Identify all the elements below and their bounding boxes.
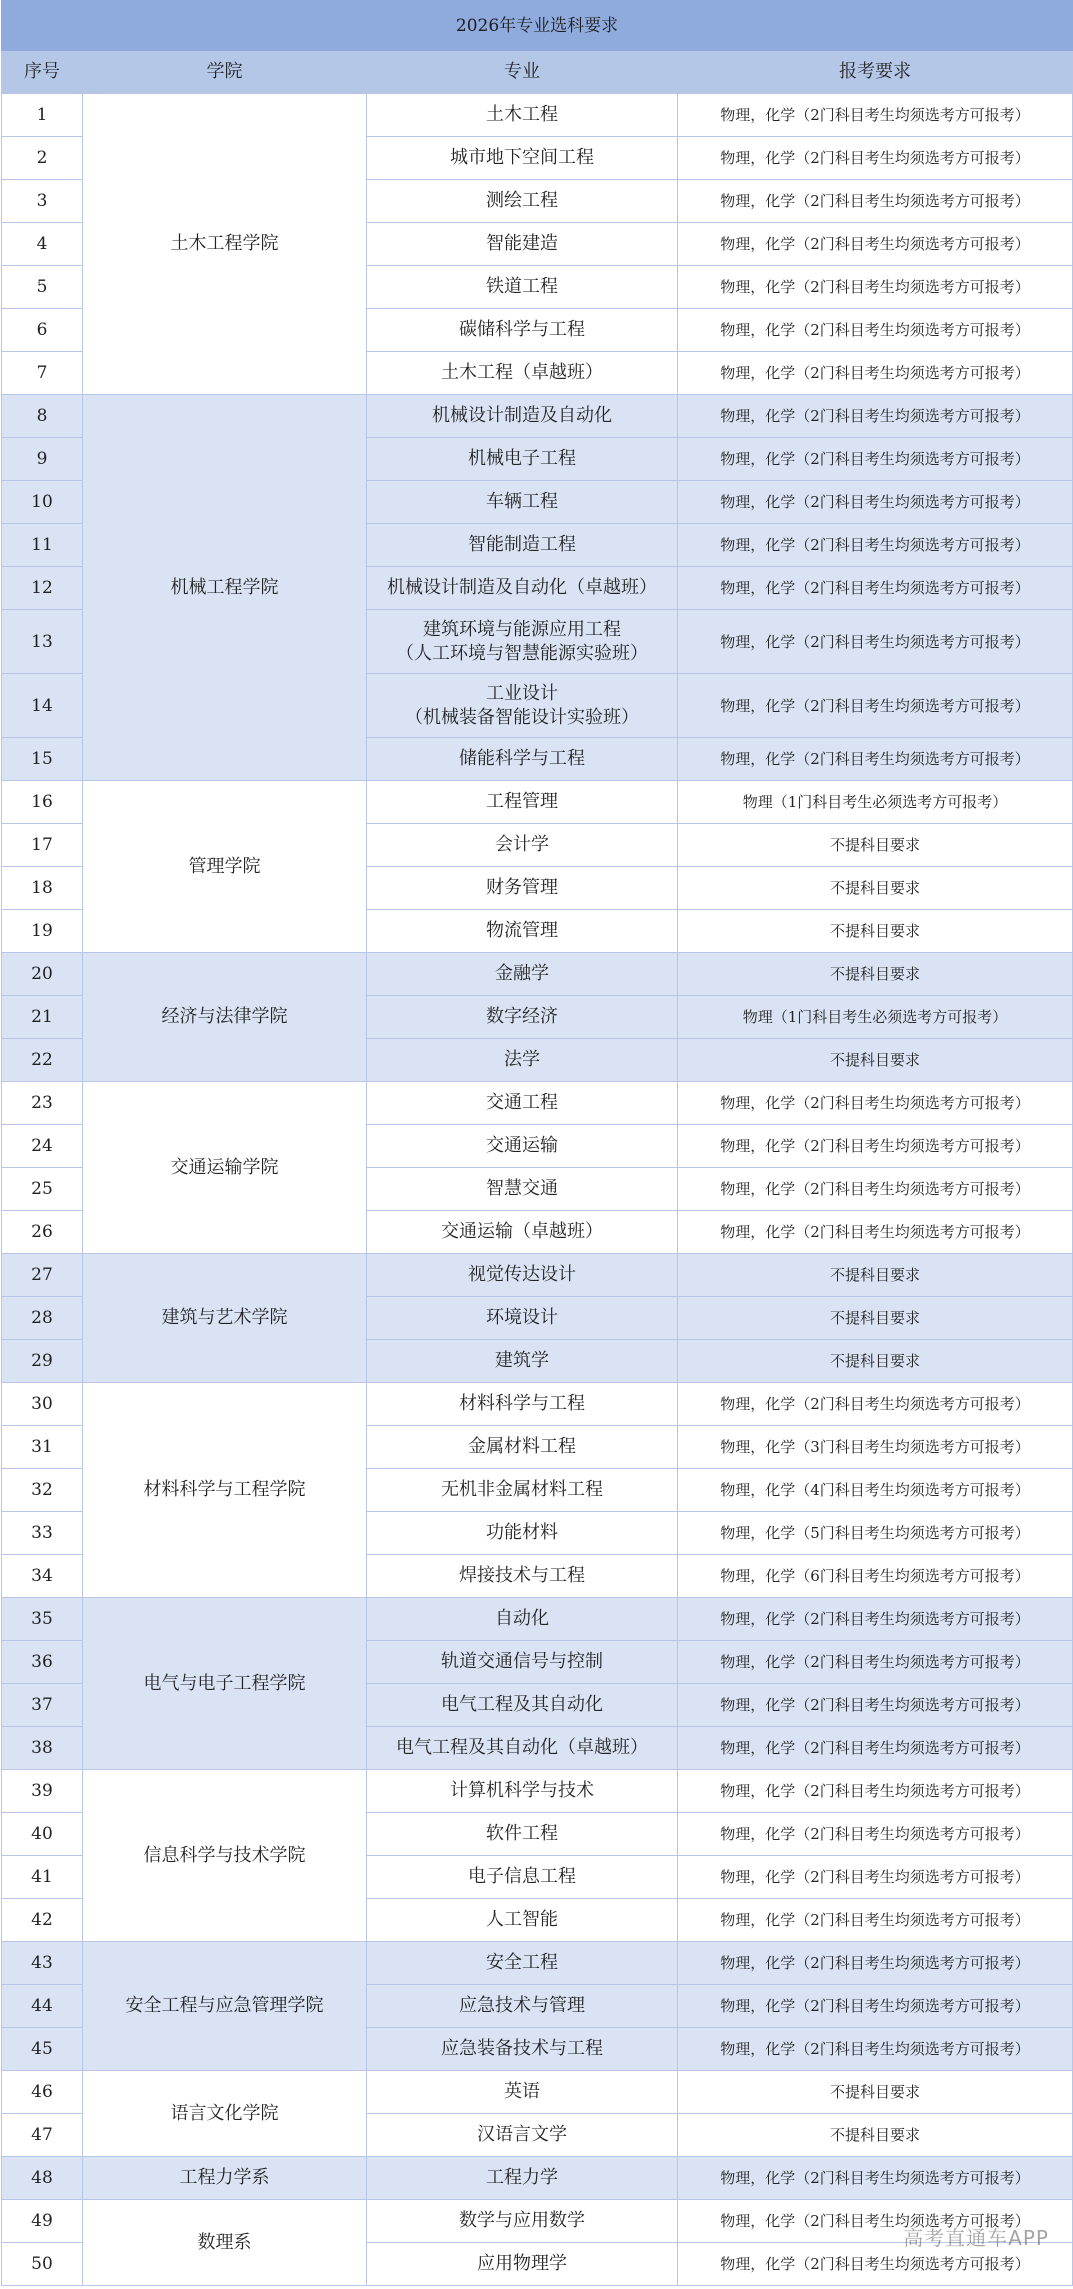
requirement-cell: 不提科目要求 bbox=[678, 1297, 1073, 1340]
major-name: 数字经济 bbox=[486, 1006, 558, 1027]
major-name: 机械设计制造及自动化 bbox=[432, 405, 612, 426]
requirement-cell: 物理，化学（2门科目考生均须选考方可报考） bbox=[678, 2028, 1073, 2071]
major-cell bbox=[367, 1039, 678, 1082]
major-cell bbox=[367, 1168, 678, 1211]
requirement-cell: 物理，化学（2门科目考生均须选考方可报考） bbox=[678, 674, 1073, 738]
college-cell: 经济与法律学院 bbox=[83, 953, 367, 1082]
college-cell: 材料科学与工程学院 bbox=[83, 1383, 367, 1598]
row-seq: 44 bbox=[2, 1985, 83, 2028]
table-row bbox=[2, 2071, 1073, 2114]
college-cell: 电气与电子工程学院 bbox=[83, 1598, 367, 1770]
major-subtitle: （人工环境与智慧能源实验班） bbox=[396, 642, 648, 664]
requirements-table bbox=[1, 0, 1073, 2286]
major-name: 视觉传达设计 bbox=[468, 1264, 576, 1285]
row-seq: 41 bbox=[2, 1856, 83, 1899]
requirement-cell: 物理，化学（2门科目考生均须选考方可报考） bbox=[678, 2200, 1073, 2243]
requirement-cell: 物理，化学（2门科目考生均须选考方可报考） bbox=[678, 1641, 1073, 1684]
major-name: 计算机科学与技术 bbox=[450, 1780, 594, 1801]
row-seq: 4 bbox=[2, 223, 83, 266]
requirement-cell: 物理，化学（2门科目考生均须选考方可报考） bbox=[678, 1770, 1073, 1813]
row-seq: 46 bbox=[2, 2071, 83, 2114]
row-seq: 20 bbox=[2, 953, 83, 996]
major-cell bbox=[367, 2071, 678, 2114]
major-cell bbox=[367, 1383, 678, 1426]
table-body bbox=[2, 1, 1073, 2286]
major-name: 智能制造工程 bbox=[468, 534, 576, 555]
major-cell bbox=[367, 1684, 678, 1727]
major-cell bbox=[367, 2028, 678, 2071]
requirement-cell: 物理，化学（5门科目考生均须选考方可报考） bbox=[678, 1512, 1073, 1555]
table-title: 2026年专业选科要求 bbox=[2, 1, 1073, 51]
row-seq: 49 bbox=[2, 2200, 83, 2243]
row-seq: 32 bbox=[2, 1469, 83, 1512]
major-name: 金融学 bbox=[495, 963, 549, 984]
major-name: 土木工程（卓越班） bbox=[441, 362, 603, 383]
major-name: 交通工程 bbox=[486, 1092, 558, 1113]
major-cell bbox=[367, 94, 678, 137]
requirement-cell: 物理（1门科目考生必须选考方可报考） bbox=[678, 996, 1073, 1039]
major-name: 建筑学 bbox=[495, 1350, 549, 1371]
major-cell bbox=[367, 266, 678, 309]
major-cell bbox=[367, 352, 678, 395]
requirement-cell: 物理，化学（2门科目考生均须选考方可报考） bbox=[678, 438, 1073, 481]
major-cell bbox=[367, 395, 678, 438]
major-name: 软件工程 bbox=[486, 1823, 558, 1844]
row-seq: 14 bbox=[2, 674, 83, 738]
requirement-cell: 物理，化学（2门科目考生均须选考方可报考） bbox=[678, 2157, 1073, 2200]
row-seq: 30 bbox=[2, 1383, 83, 1426]
requirement-cell: 物理，化学（2门科目考生均须选考方可报考） bbox=[678, 567, 1073, 610]
requirement-cell: 物理，化学（2门科目考生均须选考方可报考） bbox=[678, 1942, 1073, 1985]
requirement-cell: 不提科目要求 bbox=[678, 2071, 1073, 2114]
major-name: 自动化 bbox=[495, 1608, 549, 1629]
row-seq: 31 bbox=[2, 1426, 83, 1469]
requirement-cell: 物理，化学（2门科目考生均须选考方可报考） bbox=[678, 1727, 1073, 1770]
major-cell bbox=[367, 1641, 678, 1684]
major-name: 工程力学 bbox=[486, 2167, 558, 2188]
major-name: 智能建造 bbox=[486, 233, 558, 254]
row-seq: 17 bbox=[2, 824, 83, 867]
major-cell bbox=[367, 610, 678, 674]
major-name: 储能科学与工程 bbox=[459, 748, 585, 769]
requirement-cell: 物理，化学（2门科目考生均须选考方可报考） bbox=[678, 1684, 1073, 1727]
row-seq: 9 bbox=[2, 438, 83, 481]
major-name: 环境设计 bbox=[486, 1307, 558, 1328]
requirement-cell: 不提科目要求 bbox=[678, 867, 1073, 910]
major-cell bbox=[367, 674, 678, 738]
table-row bbox=[2, 94, 1073, 137]
major-name: 人工智能 bbox=[486, 1909, 558, 1930]
requirement-cell: 不提科目要求 bbox=[678, 1340, 1073, 1383]
row-seq: 12 bbox=[2, 567, 83, 610]
major-name: 电气工程及其自动化（卓越班） bbox=[396, 1737, 648, 1758]
row-seq: 5 bbox=[2, 266, 83, 309]
row-seq: 50 bbox=[2, 2243, 83, 2286]
requirement-cell: 物理，化学（2门科目考生均须选考方可报考） bbox=[678, 1125, 1073, 1168]
requirement-cell: 物理，化学（2门科目考生均须选考方可报考） bbox=[678, 1598, 1073, 1641]
row-seq: 18 bbox=[2, 867, 83, 910]
major-cell bbox=[367, 953, 678, 996]
requirement-cell: 物理，化学（2门科目考生均须选考方可报考） bbox=[678, 1383, 1073, 1426]
row-seq: 6 bbox=[2, 309, 83, 352]
major-name: 机械电子工程 bbox=[468, 448, 576, 469]
major-cell bbox=[367, 223, 678, 266]
requirement-cell: 不提科目要求 bbox=[678, 1254, 1073, 1297]
table-row bbox=[2, 1770, 1073, 1813]
header-major: 专业 bbox=[367, 51, 678, 94]
requirement-cell: 物理，化学（2门科目考生均须选考方可报考） bbox=[678, 266, 1073, 309]
row-seq: 8 bbox=[2, 395, 83, 438]
requirement-cell: 物理（1门科目考生必须选考方可报考） bbox=[678, 781, 1073, 824]
major-name: 英语 bbox=[504, 2081, 540, 2102]
major-cell bbox=[367, 781, 678, 824]
header-requirement: 报考要求 bbox=[678, 51, 1073, 94]
major-name: 材料科学与工程 bbox=[459, 1393, 585, 1414]
major-cell bbox=[367, 1426, 678, 1469]
major-name: 汉语言文学 bbox=[477, 2124, 567, 2145]
requirement-cell: 不提科目要求 bbox=[678, 824, 1073, 867]
row-seq: 45 bbox=[2, 2028, 83, 2071]
requirement-cell: 物理，化学（2门科目考生均须选考方可报考） bbox=[678, 352, 1073, 395]
requirement-cell: 不提科目要求 bbox=[678, 953, 1073, 996]
major-cell bbox=[367, 481, 678, 524]
row-seq: 2 bbox=[2, 137, 83, 180]
major-cell bbox=[367, 180, 678, 223]
header-row bbox=[2, 51, 1073, 94]
row-seq: 11 bbox=[2, 524, 83, 567]
major-name: 数学与应用数学 bbox=[459, 2210, 585, 2231]
major-name: 法学 bbox=[504, 1049, 540, 1070]
college-cell: 机械工程学院 bbox=[83, 395, 367, 781]
major-name: 金属材料工程 bbox=[468, 1436, 576, 1457]
row-seq: 21 bbox=[2, 996, 83, 1039]
table-row bbox=[2, 2200, 1073, 2243]
major-name: 城市地下空间工程 bbox=[450, 147, 594, 168]
watermark: 高考直通车APP bbox=[903, 2226, 1049, 2250]
major-name: 财务管理 bbox=[486, 877, 558, 898]
major-cell bbox=[367, 738, 678, 781]
requirement-cell: 物理，化学（2门科目考生均须选考方可报考） bbox=[678, 1985, 1073, 2028]
requirement-cell: 物理，化学（2门科目考生均须选考方可报考） bbox=[678, 1899, 1073, 1942]
major-subtitle: （机械装备智能设计实验班） bbox=[405, 706, 639, 728]
college-cell: 信息科学与技术学院 bbox=[83, 1770, 367, 1942]
major-cell bbox=[367, 1942, 678, 1985]
major-cell bbox=[367, 1125, 678, 1168]
row-seq: 23 bbox=[2, 1082, 83, 1125]
major-name: 应急装备技术与工程 bbox=[441, 2038, 603, 2059]
major-name: 交通运输（卓越班） bbox=[441, 1221, 603, 1242]
row-seq: 19 bbox=[2, 910, 83, 953]
major-cell bbox=[367, 1727, 678, 1770]
major-cell bbox=[367, 2200, 678, 2243]
header-seq: 序号 bbox=[2, 51, 83, 94]
college-cell: 安全工程与应急管理学院 bbox=[83, 1942, 367, 2071]
major-cell bbox=[367, 1082, 678, 1125]
row-seq: 40 bbox=[2, 1813, 83, 1856]
major-cell bbox=[367, 438, 678, 481]
row-seq: 29 bbox=[2, 1340, 83, 1383]
major-cell bbox=[367, 1899, 678, 1942]
major-cell bbox=[367, 1856, 678, 1899]
row-seq: 26 bbox=[2, 1211, 83, 1254]
major-cell bbox=[367, 1469, 678, 1512]
table-row bbox=[2, 953, 1073, 996]
major-cell bbox=[367, 1985, 678, 2028]
table-row bbox=[2, 1254, 1073, 1297]
row-seq: 7 bbox=[2, 352, 83, 395]
row-seq: 22 bbox=[2, 1039, 83, 1082]
row-seq: 43 bbox=[2, 1942, 83, 1985]
requirement-cell: 不提科目要求 bbox=[678, 2114, 1073, 2157]
major-cell bbox=[367, 2157, 678, 2200]
major-name: 工业设计 bbox=[486, 682, 558, 704]
requirement-cell: 物理，化学（2门科目考生均须选考方可报考） bbox=[678, 738, 1073, 781]
row-seq: 47 bbox=[2, 2114, 83, 2157]
college-cell: 语言文化学院 bbox=[83, 2071, 367, 2157]
requirement-cell: 物理，化学（2门科目考生均须选考方可报考） bbox=[678, 1211, 1073, 1254]
requirement-cell: 物理，化学（2门科目考生均须选考方可报考） bbox=[678, 180, 1073, 223]
major-name: 无机非金属材料工程 bbox=[441, 1479, 603, 1500]
row-seq: 1 bbox=[2, 94, 83, 137]
major-cell bbox=[367, 137, 678, 180]
row-seq: 33 bbox=[2, 1512, 83, 1555]
row-seq: 36 bbox=[2, 1641, 83, 1684]
major-name: 测绘工程 bbox=[486, 190, 558, 211]
row-seq: 38 bbox=[2, 1727, 83, 1770]
requirement-cell: 物理，化学（2门科目考生均须选考方可报考） bbox=[678, 610, 1073, 674]
college-cell: 交通运输学院 bbox=[83, 1082, 367, 1254]
requirement-cell: 物理，化学（2门科目考生均须选考方可报考） bbox=[678, 1082, 1073, 1125]
row-seq: 27 bbox=[2, 1254, 83, 1297]
requirement-cell: 物理，化学（2门科目考生均须选考方可报考） bbox=[678, 395, 1073, 438]
major-cell bbox=[367, 910, 678, 953]
major-name: 电气工程及其自动化 bbox=[441, 1694, 603, 1715]
requirement-cell: 物理，化学（2门科目考生均须选考方可报考） bbox=[678, 481, 1073, 524]
major-cell bbox=[367, 1770, 678, 1813]
requirement-cell: 物理，化学（2门科目考生均须选考方可报考） bbox=[678, 2243, 1073, 2286]
college-cell: 管理学院 bbox=[83, 781, 367, 953]
major-cell bbox=[367, 1555, 678, 1598]
row-seq: 3 bbox=[2, 180, 83, 223]
major-name: 功能材料 bbox=[486, 1522, 558, 1543]
major-name: 交通运输 bbox=[486, 1135, 558, 1156]
major-cell bbox=[367, 2114, 678, 2157]
major-name: 应急技术与管理 bbox=[459, 1995, 585, 2016]
major-name: 工程管理 bbox=[486, 791, 558, 812]
requirement-cell: 物理，化学（4门科目考生均须选考方可报考） bbox=[678, 1469, 1073, 1512]
major-name: 智慧交通 bbox=[486, 1178, 558, 1199]
major-cell bbox=[367, 1297, 678, 1340]
requirement-cell: 物理，化学（2门科目考生均须选考方可报考） bbox=[678, 94, 1073, 137]
major-name: 车辆工程 bbox=[486, 491, 558, 512]
major-name: 应用物理学 bbox=[477, 2253, 567, 2274]
major-cell bbox=[367, 1340, 678, 1383]
row-seq: 42 bbox=[2, 1899, 83, 1942]
major-cell bbox=[367, 1211, 678, 1254]
requirement-cell: 不提科目要求 bbox=[678, 1039, 1073, 1082]
college-cell: 建筑与艺术学院 bbox=[83, 1254, 367, 1383]
major-cell bbox=[367, 309, 678, 352]
requirement-cell: 物理，化学（2门科目考生均须选考方可报考） bbox=[678, 223, 1073, 266]
major-name: 铁道工程 bbox=[486, 276, 558, 297]
requirement-cell: 物理，化学（2门科目考生均须选考方可报考） bbox=[678, 1168, 1073, 1211]
row-seq: 48 bbox=[2, 2157, 83, 2200]
major-name: 会计学 bbox=[495, 834, 549, 855]
row-seq: 37 bbox=[2, 1684, 83, 1727]
major-cell bbox=[367, 867, 678, 910]
title-row bbox=[2, 1, 1073, 51]
table-row bbox=[2, 2157, 1073, 2200]
row-seq: 39 bbox=[2, 1770, 83, 1813]
table-row bbox=[2, 395, 1073, 438]
major-name: 物流管理 bbox=[486, 920, 558, 941]
row-seq: 15 bbox=[2, 738, 83, 781]
major-cell bbox=[367, 996, 678, 1039]
major-name: 电子信息工程 bbox=[468, 1866, 576, 1887]
table-row bbox=[2, 1942, 1073, 1985]
row-seq: 35 bbox=[2, 1598, 83, 1641]
major-name: 碳储科学与工程 bbox=[459, 319, 585, 340]
major-name: 建筑环境与能源应用工程 bbox=[423, 618, 621, 640]
major-name: 机械设计制造及自动化（卓越班） bbox=[387, 577, 657, 598]
requirement-cell: 物理，化学（2门科目考生均须选考方可报考） bbox=[678, 1856, 1073, 1899]
major-cell bbox=[367, 824, 678, 867]
requirement-cell: 物理，化学（2门科目考生均须选考方可报考） bbox=[678, 137, 1073, 180]
college-cell: 工程力学系 bbox=[83, 2157, 367, 2200]
major-cell bbox=[367, 1598, 678, 1641]
requirement-cell: 物理，化学（2门科目考生均须选考方可报考） bbox=[678, 309, 1073, 352]
requirement-cell: 物理，化学（2门科目考生均须选考方可报考） bbox=[678, 1813, 1073, 1856]
major-cell bbox=[367, 1254, 678, 1297]
row-seq: 16 bbox=[2, 781, 83, 824]
table-row bbox=[2, 1598, 1073, 1641]
table-row bbox=[2, 781, 1073, 824]
college-cell: 数理系 bbox=[83, 2200, 367, 2286]
requirement-cell: 不提科目要求 bbox=[678, 910, 1073, 953]
major-cell bbox=[367, 1813, 678, 1856]
row-seq: 25 bbox=[2, 1168, 83, 1211]
row-seq: 13 bbox=[2, 610, 83, 674]
table-row bbox=[2, 1383, 1073, 1426]
row-seq: 24 bbox=[2, 1125, 83, 1168]
requirement-cell: 物理，化学（6门科目考生均须选考方可报考） bbox=[678, 1555, 1073, 1598]
table-row bbox=[2, 1082, 1073, 1125]
major-name: 焊接技术与工程 bbox=[459, 1565, 585, 1586]
major-name: 轨道交通信号与控制 bbox=[441, 1651, 603, 1672]
major-cell bbox=[367, 2243, 678, 2286]
major-name: 土木工程 bbox=[486, 104, 558, 125]
row-seq: 34 bbox=[2, 1555, 83, 1598]
college-cell: 土木工程学院 bbox=[83, 94, 367, 395]
requirement-cell: 物理，化学（3门科目考生均须选考方可报考） bbox=[678, 1426, 1073, 1469]
major-cell bbox=[367, 567, 678, 610]
requirement-cell: 物理，化学（2门科目考生均须选考方可报考） bbox=[678, 524, 1073, 567]
major-cell bbox=[367, 524, 678, 567]
row-seq: 28 bbox=[2, 1297, 83, 1340]
major-cell bbox=[367, 1512, 678, 1555]
header-college: 学院 bbox=[83, 51, 367, 94]
row-seq: 10 bbox=[2, 481, 83, 524]
major-name: 安全工程 bbox=[486, 1952, 558, 1973]
